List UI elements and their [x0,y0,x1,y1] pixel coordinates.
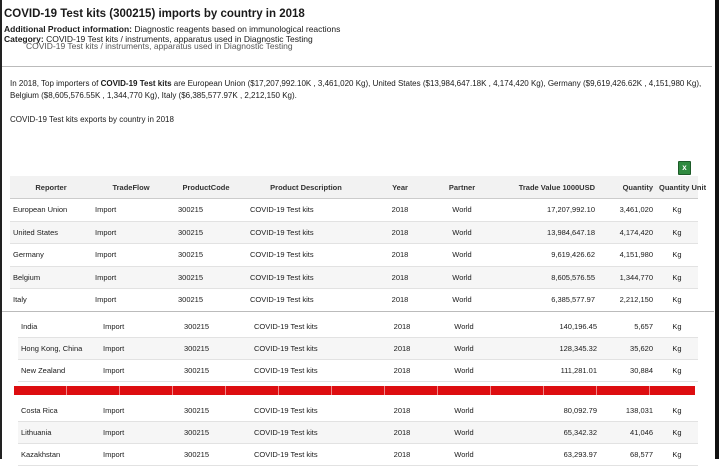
summary-intro: In 2018, Top importers of [10,79,101,88]
table-header-row [10,176,698,199]
table-cell: 300215 [176,444,246,466]
category-label: Category: [4,34,44,44]
table-cell: COVID-19 Test kits [242,289,370,312]
table-cell: COVID-19 Test kits [246,444,372,466]
table-cell: World [430,199,494,222]
table-cell: 65,342.32 [496,422,600,444]
table-cell: 2018 [370,266,430,289]
table-cell: Kg [656,400,698,422]
page-header [4,8,704,51]
summary-text [10,78,704,102]
table-cell: Kg [656,338,698,360]
table-cell: Import [100,444,176,466]
excel-export-icon[interactable]: x [678,161,691,175]
table-cell: World [432,316,496,338]
table-cell: COVID-19 Test kits [242,221,370,244]
table-cell: World [432,444,496,466]
table-cell: 111,281.01 [496,360,600,382]
table-cell: 2018 [370,199,430,222]
table-cell: 300215 [170,221,242,244]
table-cell: World [432,360,496,382]
column-header[interactable]: Trade Value 1000USD [494,176,598,199]
table-cell: Kg [656,199,698,222]
table-cell: 17,207,992.10 [494,199,598,222]
table-cell: 63,293.97 [496,444,600,466]
table-cell: 138,031 [600,400,656,422]
table-cell: 9,619,426.62 [494,244,598,267]
table-cell: 300215 [170,266,242,289]
table-cell: Belgium [10,266,92,289]
table-cell: 6,385,577.97 [494,289,598,312]
table-cell: Italy [10,289,92,312]
table-cell: Kg [656,221,698,244]
table-row [18,444,698,466]
table-cell: Kg [656,244,698,267]
table-cell: European Union [10,199,92,222]
table-cell: 2018 [372,316,432,338]
table-cell: 3,461,020 [598,199,656,222]
table-cell: Import [100,338,176,360]
category-overlap-line: COVID-19 Test kits / instruments, apparatus used in Diagnostic Testing [26,41,293,51]
red-divider-bar [14,386,695,395]
table-cell: 2018 [372,400,432,422]
table-cell: World [430,244,494,267]
table-cell: Kg [656,289,698,312]
column-header[interactable]: Product Description [242,176,370,199]
table-cell: 4,151,980 [598,244,656,267]
table-cell: Import [92,199,170,222]
table-cell: Lithuania [18,422,100,444]
table-cell: 300215 [170,289,242,312]
table-cell: Import [100,360,176,382]
column-header[interactable]: Year [370,176,430,199]
table-cell: 68,577 [600,444,656,466]
table-cell: COVID-19 Test kits [242,244,370,267]
table-cell: COVID-19 Test kits [242,266,370,289]
table-row [18,400,698,422]
table-cell: COVID-19 Test kits [246,338,372,360]
table-cell: COVID-19 Test kits [242,199,370,222]
table-cell: World [432,338,496,360]
table-cell: 300215 [176,316,246,338]
column-header[interactable]: Reporter [10,176,92,199]
table-row [10,221,698,244]
table-cell: 300215 [176,422,246,444]
table-cell: COVID-19 Test kits [246,316,372,338]
table-cell: 35,620 [600,338,656,360]
table-cell: 2018 [372,338,432,360]
table-cell: Hong Kong, China [18,338,100,360]
table-cell: COVID-19 Test kits [246,360,372,382]
table-cell: 8,605,576.55 [494,266,598,289]
table-cell: Kg [656,266,698,289]
table-cell: 2018 [372,422,432,444]
table-cell: Import [92,221,170,244]
page-title: COVID-19 Test kits (300215) imports by country in 2018 [4,8,305,20]
table-cell: COVID-19 Test kits [246,400,372,422]
table-cell: 300215 [170,199,242,222]
column-header[interactable]: TradeFlow [92,176,170,199]
screenshot-seam [2,311,714,312]
table-cell: 2018 [370,289,430,312]
table-cell: Import [100,400,176,422]
table-cell: 300215 [176,338,246,360]
table-cell: 1,344,770 [598,266,656,289]
table-cell: 300215 [170,244,242,267]
table-cell: Kg [656,422,698,444]
table-cell: United States [10,221,92,244]
table-row [10,266,698,289]
additional-info-label: Additional Product information: [4,24,132,34]
table-cell: 5,657 [600,316,656,338]
table-row [18,422,698,444]
column-header[interactable]: Quantity [598,176,656,199]
table-cell: India [18,316,100,338]
table-cell: Import [100,316,176,338]
table-cell: Costa Rica [18,400,100,422]
table-cell: Import [92,289,170,312]
table-row [10,199,698,222]
table-cell: Kazakhstan [18,444,100,466]
imports-table [10,176,707,312]
right-frame-edge [715,0,719,459]
table-cell: 2018 [370,244,430,267]
table-cell: 140,196.45 [496,316,600,338]
table-cell: Import [100,422,176,444]
table-cell: 2018 [372,444,432,466]
table-cell: World [430,289,494,312]
summary-rest: are European Union ($17,207,992.10K , 3,461,020 Kg), United States ($13,984,647.18K , 4,174,420 Kg), Germany ($9,619,426.62K , 4,151,980 Kg), Belgium ($8,605,576.55K , 1,344,770 Kg), Italy ($6,385,577.97K , 2,212,150 Kg). [10,79,702,100]
table-cell: 30,884 [600,360,656,382]
table-cell: Import [92,266,170,289]
table-row [18,338,698,360]
table-cell: 13,984,647.18 [494,221,598,244]
table-cell: 300215 [176,400,246,422]
table-cell: Kg [656,444,698,466]
table-cell: World [432,400,496,422]
table-row [10,289,698,312]
table-cell: New Zealand [18,360,100,382]
category-text: COVID-19 Test kits / instruments, apparatus used in Diagnostic Testing [46,34,313,44]
table-row [18,360,698,382]
summary-product: COVID-19 Test kits [100,79,172,88]
table-cell: World [430,221,494,244]
table-cell: World [432,422,496,444]
table-cell: World [430,266,494,289]
table-cell: 128,345.32 [496,338,600,360]
table-cell: Import [92,244,170,267]
table-cell: 41,046 [600,422,656,444]
imports-table-continued [18,316,698,382]
table-cell: 2018 [370,221,430,244]
table-row [10,244,698,267]
column-header[interactable]: ProductCode [170,176,242,199]
table-row [18,316,698,338]
table-cell: Germany [10,244,92,267]
additional-info [4,24,704,34]
summary-panel [2,66,712,146]
table-cell: 300215 [176,360,246,382]
table-cell: 80,092.79 [496,400,600,422]
additional-info-text: Diagnostic reagents based on immunological reactions [134,24,341,34]
table-cell: 2018 [372,360,432,382]
column-header[interactable]: Partner [430,176,494,199]
table-cell: Kg [656,316,698,338]
imports-table-lower [18,400,698,466]
table-cell: COVID-19 Test kits [246,422,372,444]
table-cell: 4,174,420 [598,221,656,244]
column-header[interactable]: Quantity Unit [656,176,698,199]
table-cell: 2,212,150 [598,289,656,312]
exports-link[interactable]: COVID-19 Test kits exports by country in 2018 [10,115,174,124]
table-cell: Kg [656,360,698,382]
